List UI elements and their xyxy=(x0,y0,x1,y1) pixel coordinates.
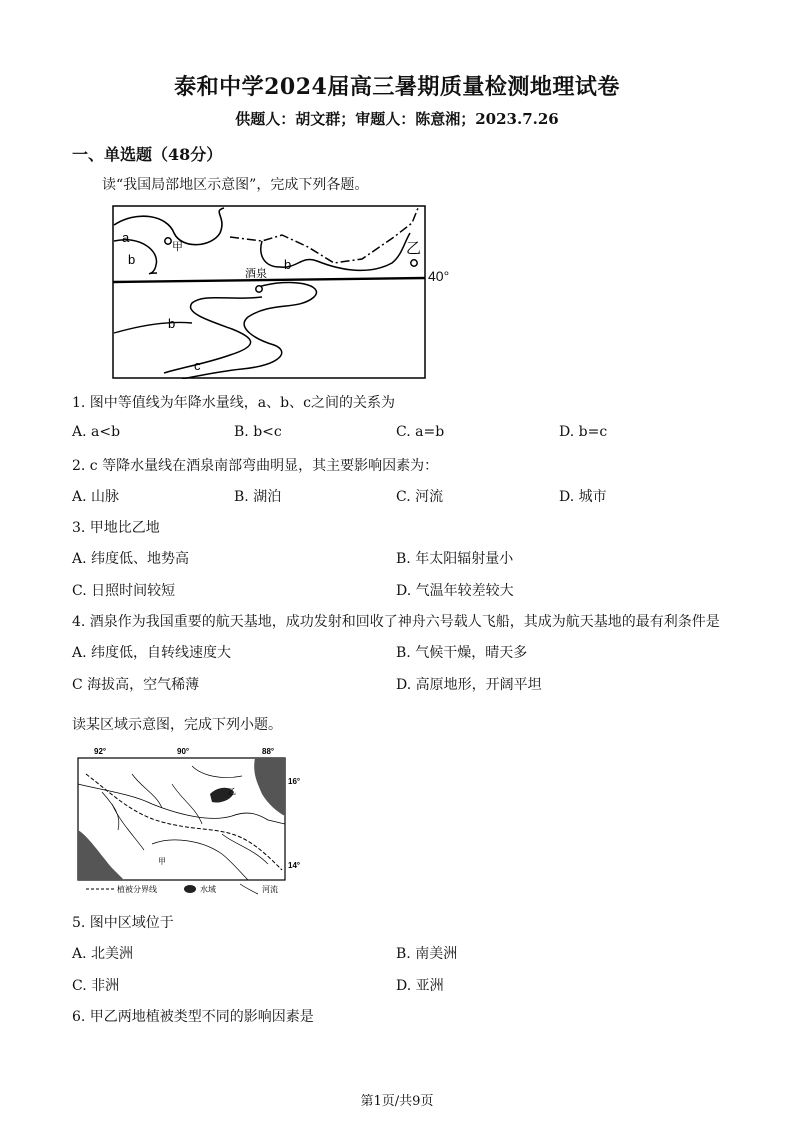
q3-option-b[interactable]: B. 年太阳辐射量小 xyxy=(396,551,514,567)
q2-option-d[interactable]: D. 城市 xyxy=(559,489,607,505)
q3-option-d[interactable]: D. 气温年较差较大 xyxy=(396,583,514,599)
map1-label-yi: 乙 xyxy=(406,239,422,257)
q3-stem: 3. 甲地比乙地 xyxy=(72,520,160,536)
map1-label-jia: 甲 xyxy=(172,240,183,253)
map2-lon-88: 88° xyxy=(262,747,275,756)
q3-option-c[interactable]: C. 日照时间较短 xyxy=(72,583,176,599)
q1-option-b[interactable]: B. b<c xyxy=(234,424,282,440)
q4-stem: 4. 酒泉作为我国重要的航天基地，成功发射和回收了神舟六号载人飞船，其成为航天基地的最有利条件是 xyxy=(72,614,720,630)
q5-stem: 5. 图中区域位于 xyxy=(72,915,174,931)
section-heading: 一、单选题（48分） xyxy=(72,145,223,164)
q4-option-c[interactable]: C 海拔高，空气稀薄 xyxy=(72,677,200,693)
q1-option-a[interactable]: A. a<b xyxy=(72,424,121,440)
intro-text-1: 读“我国局部地区示意图”，完成下列各题。 xyxy=(102,177,369,193)
map-region xyxy=(72,744,322,896)
q6-stem: 6. 甲乙两地植被类型不同的影响因素是 xyxy=(72,1009,314,1025)
map-china-region xyxy=(112,205,426,379)
map2-lat-16: 16° xyxy=(288,777,301,786)
intro-text-2: 读某区域示意图，完成下列小题。 xyxy=(72,717,282,733)
page-title: 泰和中学2024届高三暑期质量检测地理试卷 xyxy=(174,74,620,100)
q5-option-d[interactable]: D. 亚洲 xyxy=(396,978,444,994)
map2-legend-water: 水域 xyxy=(200,885,216,894)
map1-label-b2: b xyxy=(284,257,292,272)
map1-latitude-label: 40° xyxy=(428,268,450,284)
q2-option-c[interactable]: C. 河流 xyxy=(396,489,444,505)
map1-label-b1: b xyxy=(128,252,136,267)
q1-option-c[interactable]: C. a=b xyxy=(396,424,445,440)
page-subtitle: 供题人：胡文群；审题人：陈意湘；2023.7.26 xyxy=(235,110,559,128)
map2-legend-river: 河流 xyxy=(262,885,278,894)
map1-label-a: a xyxy=(122,230,130,245)
q4-option-a[interactable]: A. 纬度低，自转线速度大 xyxy=(72,645,232,661)
q1-stem: 1. 图中等值线为年降水量线，a、b、c之间的关系为 xyxy=(72,395,395,411)
q1-option-d[interactable]: D. b=c xyxy=(559,424,608,440)
map2-label-jia: 甲 xyxy=(158,857,166,866)
page-footer: 第1页/共9页 xyxy=(360,1094,434,1109)
q4-option-d[interactable]: D. 高原地形，开阔平坦 xyxy=(396,677,542,693)
q5-option-b[interactable]: B. 南美洲 xyxy=(396,946,458,962)
q5-option-a[interactable]: A. 北美洲 xyxy=(72,946,134,962)
q2-option-a[interactable]: A. 山脉 xyxy=(72,489,120,505)
map1-label-b3: b xyxy=(168,316,176,331)
map2-label-yi: 乙 xyxy=(228,787,236,796)
map1-label-c: c xyxy=(194,358,201,373)
q3-option-a[interactable]: A. 纬度低、地势高 xyxy=(72,551,190,567)
map2-lon-92: 92° xyxy=(94,747,107,756)
map1-label-jiuquan: 酒泉 xyxy=(245,267,267,280)
q2-option-b[interactable]: B. 湖泊 xyxy=(234,489,282,505)
q2-stem: 2. c 等降水量线在酒泉南部弯曲明显，其主要影响因素为： xyxy=(72,458,439,474)
map2-legend-boundary: 植被分界线 xyxy=(117,885,157,894)
map2-lat-14: 14° xyxy=(288,861,301,870)
q4-option-b[interactable]: B. 气候干燥，晴天多 xyxy=(396,645,528,661)
q5-option-c[interactable]: C. 非洲 xyxy=(72,978,120,994)
map2-lon-90: 90° xyxy=(177,747,190,756)
